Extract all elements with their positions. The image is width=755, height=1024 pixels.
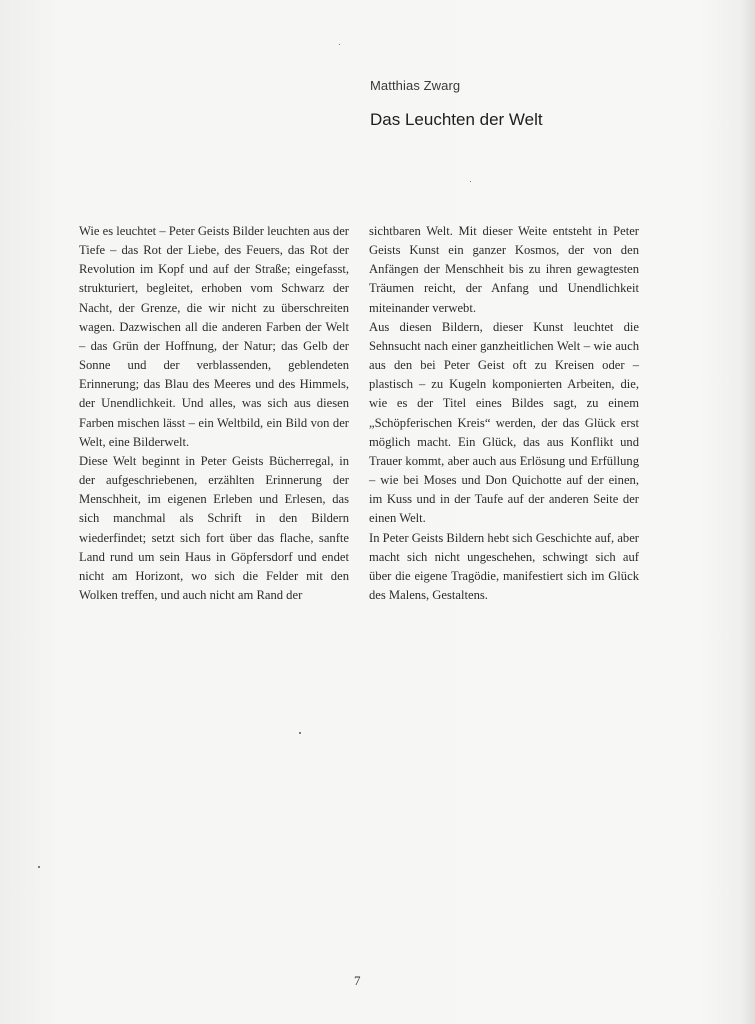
paragraph: Wie es leuchtet – Peter Geists Bilder leuchten aus der Tiefe – das Rot der Liebe, des Feuers, das Rot der Revolution im Kopf und auf der Straße; eingefasst, strukturiert, begleitet, erhoben vom Schwarz der Nacht, der Grenze, die wir nicht zu überschreiten wagen. Dazwischen all die anderen Farben der Welt – das Grün der Hoffnung, der Natur; das Gelb der Sonne und der verblassenden, geblendeten Erinnerung; das Blau des Meeres und des Himmels, der Unendlichkeit. Und alles, was sich aus diesen Farben mischen lässt – ein Weltbild, ein Bild von der Welt, eine Bilderwelt.	[79, 224, 349, 449]
text-column-left	[79, 222, 349, 605]
paragraph: Aus diesen Bildern, dieser Kunst leuchtet die Sehnsucht nach einer ganzheitlichen Welt – wie auch aus den bei Peter Geist oft zu Kreisen oder – plastisch – zu Kugeln komponierten Arbeiten, die, wie es der Titel eines Bildes sagt, zu einem „Schöpferischen Kreis“ werden, der das Glück erst möglich macht. Ein Glück, das aus Konflikt und Trauer kommt, aber auch aus Erlösung und Erfüllung – wie bei Moses und Don Quichotte auf der einen, im Kuss und in der Taufe auf der anderen Seite der einen Welt.	[369, 319, 639, 526]
paper-speck	[38, 866, 40, 868]
paper-speck	[339, 44, 340, 45]
author-name: Matthias Zwarg	[370, 78, 461, 93]
article-title: Das Leuchten der Welt	[370, 110, 543, 129]
paper-speck	[470, 181, 471, 182]
page-number: 7	[354, 973, 361, 988]
page-edge-shadow	[741, 0, 755, 1024]
text-column-right	[369, 222, 639, 605]
paragraph: sichtbaren Welt. Mit dieser Weite entsteht in Peter Geists Kunst ein ganzer Kosmos, der von den Anfängen der Menschheit bis zu ihren gewagtesten Träumen reicht, der Anfang und Unendlichkeit miteinander verwebt.	[369, 224, 639, 315]
paper-speck	[299, 732, 301, 734]
paragraph: Diese Welt beginnt in Peter Geists Bücherregal, in der aufgeschriebenen, erzählten Erinnerung der Menschheit, im eigenen Erleben und Erlesen, das sich manchmal als Schrift in den Bildern wiederfindet; setzt sich fort über das flache, sanfte Land rund um sein Haus in Göpfersdorf und endet nicht am Horizont, wo sich die Felder mit den Wolken treffen, und auch nicht am Rand der	[79, 453, 349, 602]
paragraph: In Peter Geists Bildern hebt sich Geschichte auf, aber macht sich nicht ungeschehen, schwingt sich auf über die eigene Tragödie, manifestiert sich im Glück des Malens, Gestaltens.	[369, 530, 639, 602]
